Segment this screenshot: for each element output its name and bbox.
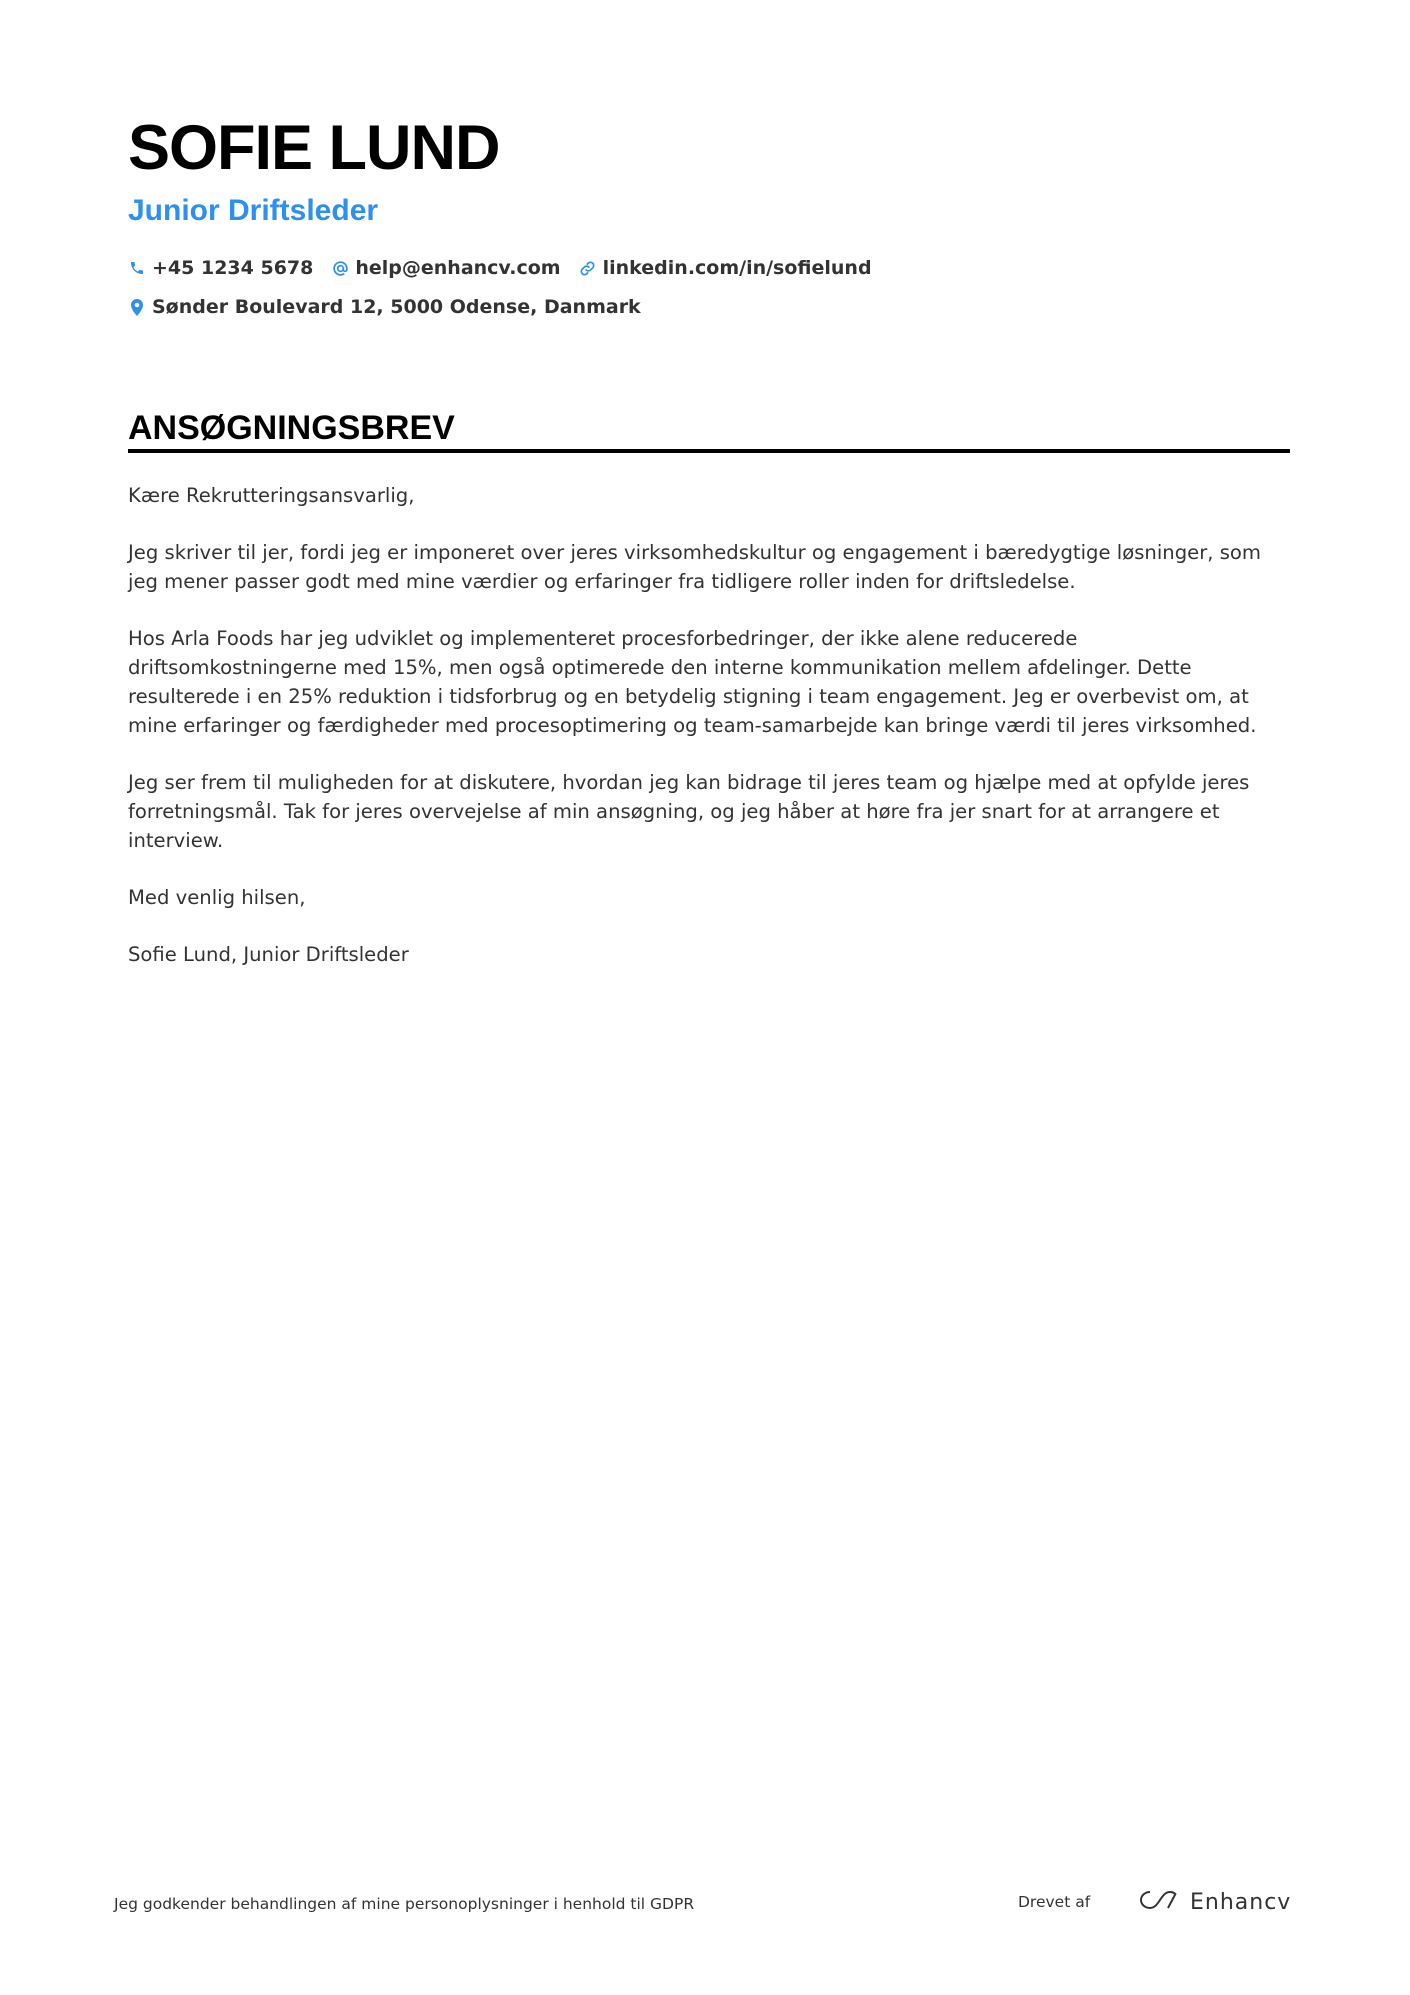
- contact-email[interactable]: [331, 255, 560, 281]
- letter-closing: Med venlig hilsen,: [128, 886, 306, 909]
- contact-address: [128, 294, 641, 320]
- location-pin-icon: [128, 298, 146, 316]
- letter-signature: Sofie Lund, Junior Driftsleder: [128, 943, 409, 966]
- section-divider: [128, 449, 1290, 453]
- section-title: ANSØGNINGSBREV: [128, 409, 455, 447]
- contact-linkedin-text: linkedin.com/in/sofielund: [602, 257, 872, 279]
- letter-paragraph: Jeg ser frem til muligheden for at diskutere, hvordan jeg kan bidrage til jeres team og hjælpe med at opfylde jeres forretningsmål. Tak for jeres overvejelse af min ansøgning, og jeg håber at høre fra jer snart for at arrangere et interview.: [128, 771, 1250, 852]
- gdpr-consent: Jeg godkender behandlingen af mine personoplysninger i henhold til GDPR: [114, 1895, 695, 1913]
- contact-linkedin[interactable]: [579, 255, 872, 281]
- contact-row-address: [128, 294, 659, 320]
- contact-phone-text: +45 1234 5678: [152, 257, 314, 279]
- link-icon: [579, 259, 597, 277]
- contact-row-primary: [128, 255, 890, 281]
- letter-salutation: Kære Rekrutteringsansvarlig,: [128, 484, 415, 507]
- letter-body: [128, 481, 1288, 997]
- applicant-name: SOFIE LUND: [128, 113, 500, 183]
- letter-paragraph: Jeg skriver til jer, fordi jeg er imponeret over jeres virksomhedskultur og engagement i bæredygtige løsninger, som jeg mener passer godt med mine værdier og erfaringer fra tidligere roller inden for driftsledelse.: [128, 541, 1261, 593]
- powered-by-label: Drevet af: [1018, 1893, 1091, 1911]
- brand-logo[interactable]: [1138, 1886, 1291, 1918]
- applicant-role: Junior Driftsleder: [128, 194, 379, 227]
- phone-icon: [128, 259, 146, 277]
- at-icon: [331, 259, 349, 277]
- contact-address-text: Sønder Boulevard 12, 5000 Odense, Danmark: [152, 296, 641, 318]
- letter-paragraph: Hos Arla Foods har jeg udviklet og implementeret procesforbedringer, der ikke alene reducerede driftsomkostningerne med 15%, men også optimerede den interne kommunikation mellem afdelinger. Dette resulterede i en 25% reduktion i tidsforbrug og en betydelig stigning i team engagement. Jeg er overbevist om, at mine erfaringer og færdigheder med procesoptimering og team-samarbejde kan bringe værdi til jeres virksomhed.: [128, 627, 1257, 737]
- contact-email-text: help@enhancv.com: [355, 257, 561, 279]
- brand-name: Enhancv: [1190, 1889, 1292, 1915]
- enhancv-logo-icon: [1138, 1888, 1182, 1916]
- contact-phone[interactable]: [128, 255, 313, 281]
